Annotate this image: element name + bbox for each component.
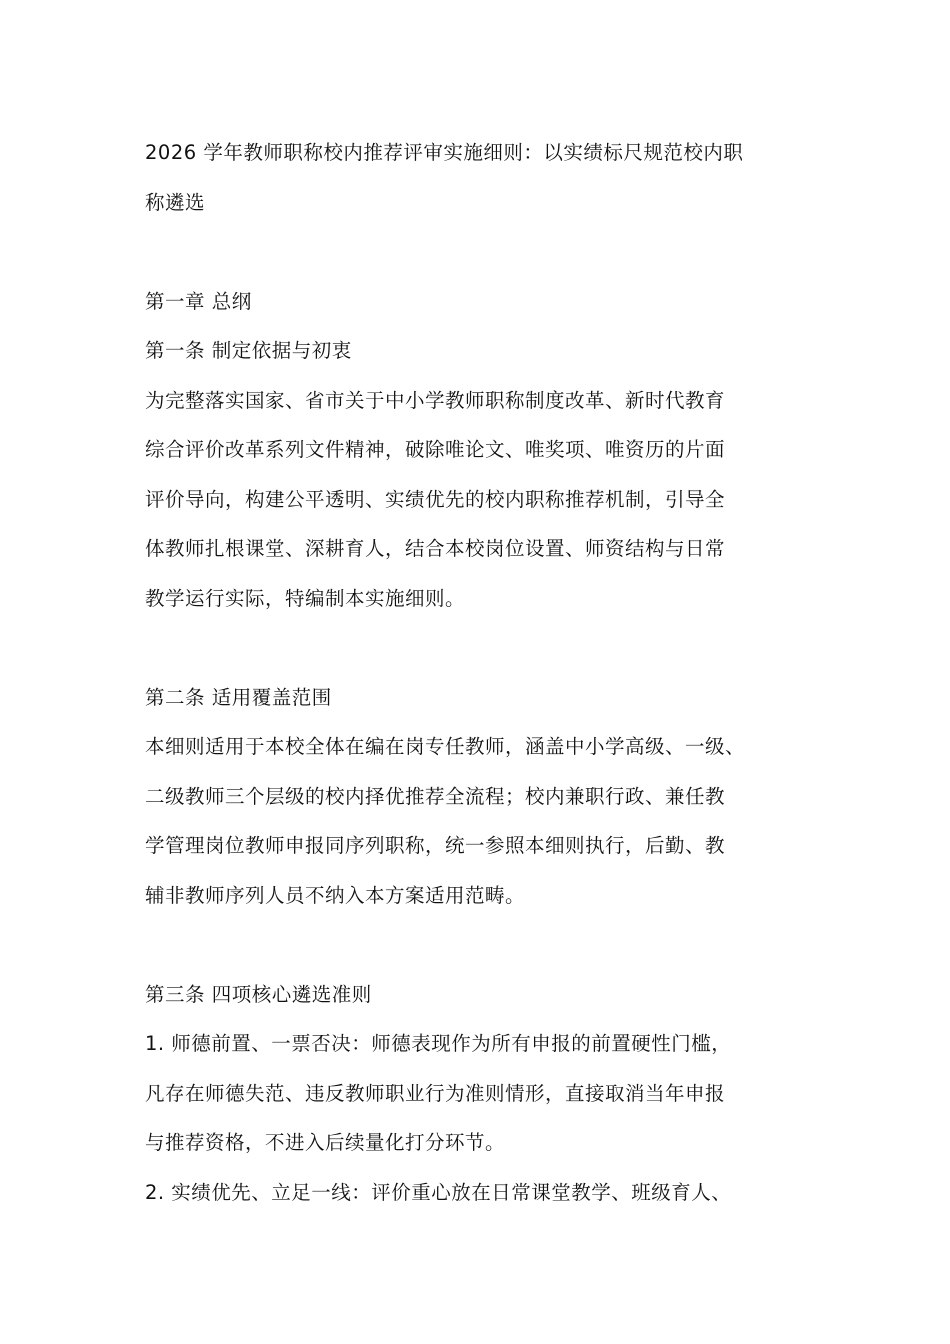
- article1-heading: 第一条 制定依据与初衷: [145, 339, 352, 362]
- spacer: [145, 920, 825, 970]
- spacer: [145, 227, 825, 277]
- article2-line: 辅非教师序列人员不纳入本方案适用范畴。: [145, 883, 526, 907]
- article3-heading: 第三条 四项核心遴选准则: [145, 982, 372, 1006]
- article3-line: 与推荐资格，不进入后续量化打分环节。: [145, 1131, 506, 1154]
- spacer: [145, 623, 825, 673]
- article3-line: 2. 实绩优先、立足一线：评价重心放在日常课堂教学、班级育人、: [145, 1180, 732, 1204]
- article2-heading: 第二条 适用覆盖范围: [145, 685, 332, 709]
- article2-line: 学管理岗位教师申报同序列职称，统一参照本细则执行，后勤、教: [145, 834, 726, 857]
- chapter-heading: 第一章 总纲: [145, 289, 252, 313]
- article2-line: 本细则适用于本校全体在编在岗专任教师，涵盖中小学高级、一级、: [145, 735, 746, 758]
- article1-line: 评价导向，构建公平透明、实绩优先的校内职称推荐机制，引导全: [145, 487, 726, 511]
- document-title-line-2: 称遴选: [145, 190, 206, 214]
- article1-line: 体教师扎根课堂、深耕育人，结合本校岗位设置、师资结构与日常: [145, 537, 726, 560]
- article2-line: 二级教师三个层级的校内择优推荐全流程；校内兼职行政、兼任教: [145, 784, 726, 808]
- document-title-line-1: 2026 学年教师职称校内推荐评审实施细则：以实绩标尺规范校内职: [145, 141, 744, 164]
- article1-line: 教学运行实际，特编制本实施细则。: [145, 586, 466, 610]
- article3-line: 1. 师德前置、一票否决：师德表现作为所有申报的前置硬性门槛，: [145, 1032, 732, 1055]
- article1-line: 综合评价改革系列文件精神，破除唯论文、唯奖项、唯资历的片面: [145, 438, 726, 461]
- article1-line: 为完整落实国家、省市关于中小学教师职称制度改革、新时代教育: [145, 388, 726, 412]
- article3-line: 凡存在师德失范、违反教师职业行为准则情形，直接取消当年申报: [145, 1081, 726, 1105]
- document-body: [145, 128, 825, 1217]
